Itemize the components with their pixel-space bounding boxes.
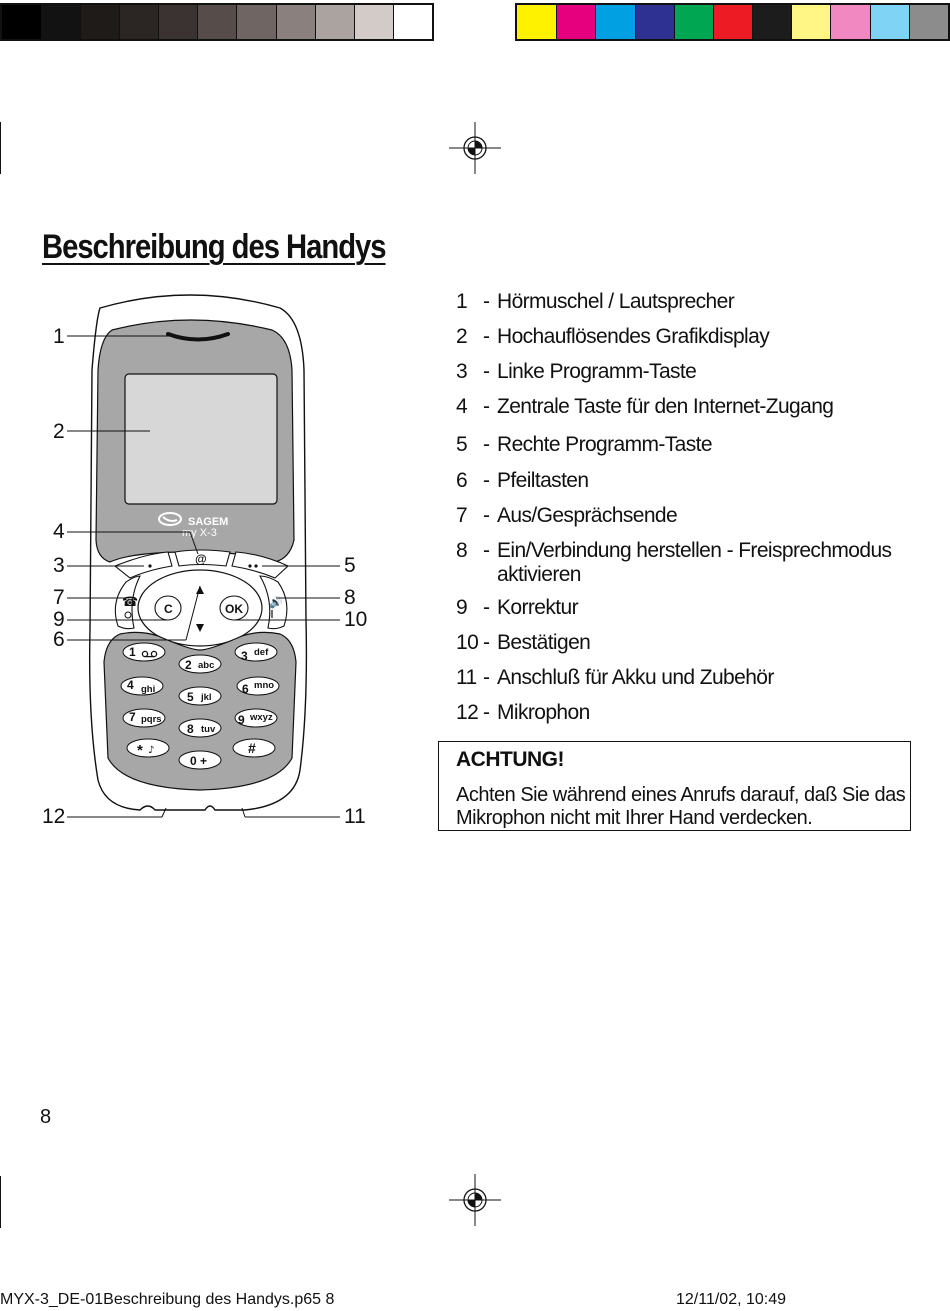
- page-number: 8: [40, 1106, 52, 1128]
- color-swatch: [276, 5, 315, 39]
- legend-item: [456, 504, 897, 528]
- legend-dash: -: [483, 596, 490, 619]
- warning-text: Achten Sie während eines Anrufs darauf, daß Sie das Mikrophon nicht mit Ihrer Hand verdecken.: [456, 784, 906, 829]
- legend-text: Hörmuschel / Lautsprecher: [497, 290, 735, 313]
- color-swatch: [393, 5, 432, 39]
- legend-text: Zentrale Taste für den Internet-Zugang: [497, 395, 834, 418]
- svg-text:2: 2: [185, 658, 192, 672]
- callout-3: 3: [53, 554, 65, 577]
- footer-timestamp: 12/11/02, 10:49: [676, 1291, 787, 1308]
- svg-text:8: 8: [187, 722, 194, 736]
- svg-text:*: *: [137, 742, 143, 759]
- svg-text:5: 5: [187, 690, 194, 704]
- color-swatch: [41, 5, 80, 39]
- svg-text:#: #: [248, 740, 256, 756]
- phone-illustration: [40, 290, 380, 830]
- legend-dash: -: [483, 290, 490, 313]
- svg-text:wxyz: wxyz: [250, 712, 273, 723]
- svg-text:4: 4: [127, 678, 134, 692]
- footer-file-info: MYX-3_DE-01Beschreibung des Handys.p65 8: [0, 1291, 335, 1308]
- crop-mark-left-bottom: [0, 1176, 1, 1228]
- legend-number: 12: [456, 701, 479, 724]
- legend-dash: -: [483, 701, 490, 724]
- gray-scale-bar: [0, 3, 434, 41]
- callout-11: 11: [344, 805, 366, 828]
- phone-display: [125, 374, 277, 504]
- color-swatch: [517, 5, 556, 39]
- svg-text:mno: mno: [254, 680, 275, 691]
- callout-2: 2: [53, 420, 65, 443]
- legend-number: 9: [456, 596, 468, 619]
- legend-text: Mikrophon: [497, 701, 590, 724]
- color-swatch: [354, 5, 393, 39]
- legend-dash: -: [483, 504, 490, 527]
- color-swatch: [909, 5, 948, 39]
- page-title: Beschreibung des Handys: [42, 228, 386, 266]
- legend-text: Aus/Gesprächsende: [497, 504, 678, 527]
- svg-text:3: 3: [241, 649, 248, 663]
- legend-text: Hochauflösendes Grafikdisplay: [497, 325, 770, 348]
- callout-9: 9: [53, 608, 65, 631]
- legend-text: Anschluß für Akku und Zubehör: [497, 666, 774, 689]
- color-scale-bar: [515, 3, 950, 41]
- svg-text:0 +: 0 +: [190, 754, 208, 768]
- legend-dash: -: [483, 469, 490, 492]
- legend-text: Ein/Verbindung herstellen - Freisprechmodus aktivieren: [497, 539, 892, 586]
- legend-item: [456, 290, 897, 314]
- color-swatch: [236, 5, 275, 39]
- legend-dash: -: [483, 433, 490, 456]
- legend-text: Pfeiltasten: [497, 469, 589, 492]
- svg-text:abc: abc: [198, 660, 215, 671]
- svg-text:9: 9: [238, 713, 245, 727]
- legend-item: [456, 360, 897, 384]
- svg-text:C: C: [164, 602, 173, 616]
- legend-number: 5: [456, 433, 468, 456]
- legend-item: [456, 596, 897, 620]
- callout-4: 4: [53, 520, 65, 543]
- legend-item: [456, 395, 897, 419]
- color-swatch: [158, 5, 197, 39]
- warning-title: ACHTUNG!: [456, 748, 564, 771]
- legend-number: 2: [456, 325, 468, 348]
- legend-number: 10: [456, 631, 479, 654]
- color-swatch: [315, 5, 354, 39]
- svg-text:OK: OK: [225, 602, 243, 616]
- silent-icon: ♪: [148, 745, 155, 756]
- legend-text: Korrektur: [497, 596, 578, 619]
- color-swatch: [595, 5, 634, 39]
- callout-12: 12: [42, 805, 66, 828]
- legend-number: 6: [456, 469, 468, 492]
- svg-text:pqrs: pqrs: [141, 714, 162, 725]
- legend-item: [456, 631, 897, 655]
- legend-number: 7: [456, 504, 468, 527]
- legend-number: 8: [456, 539, 468, 562]
- legend-item: [456, 701, 897, 725]
- registration-mark-icon: [449, 122, 501, 174]
- legend-dash: -: [483, 395, 490, 418]
- color-swatch: [752, 5, 791, 39]
- legend-item: [456, 325, 897, 349]
- legend-dash: -: [483, 666, 490, 689]
- color-swatch: [830, 5, 869, 39]
- legend-text: Rechte Programm-Taste: [497, 433, 712, 456]
- legend-dash: -: [483, 360, 490, 383]
- legend-dash: -: [483, 631, 490, 654]
- svg-text:def: def: [254, 647, 269, 658]
- crop-mark-left-top: [0, 122, 1, 174]
- color-swatch: [635, 5, 674, 39]
- svg-text:tuv: tuv: [201, 724, 216, 735]
- internet-key-icon: @: [195, 552, 207, 566]
- registration-mark-icon: [449, 1174, 501, 1226]
- callout-7: 7: [53, 586, 65, 609]
- legend-text: Bestätigen: [497, 631, 591, 654]
- color-swatch: [870, 5, 909, 39]
- legend-text: Linke Programm-Taste: [497, 360, 697, 383]
- svg-text:6: 6: [242, 682, 249, 696]
- color-swatch: [674, 5, 713, 39]
- callout-1: 1: [53, 325, 65, 348]
- brand-label: SAGEM: [188, 516, 229, 528]
- warning-box: [438, 741, 911, 831]
- handsfree-icon: 🔊: [269, 596, 283, 609]
- legend-item: [456, 433, 897, 457]
- legend-number: 11: [456, 666, 477, 689]
- color-swatch: [713, 5, 752, 39]
- svg-text:1: 1: [129, 645, 136, 659]
- key-5: [179, 687, 221, 705]
- color-swatch: [197, 5, 236, 39]
- callout-10: 10: [344, 608, 368, 631]
- callout-6: 6: [53, 628, 65, 651]
- color-swatch: [2, 5, 41, 39]
- color-swatch: [791, 5, 830, 39]
- legend-item: [456, 469, 897, 493]
- legend-number: 3: [456, 360, 468, 383]
- legend-dash: -: [483, 539, 490, 562]
- legend-number: 1: [456, 290, 468, 313]
- svg-text:7: 7: [129, 710, 136, 724]
- legend-item: [456, 666, 897, 690]
- legend-dash: -: [483, 325, 490, 348]
- color-swatch: [119, 5, 158, 39]
- end-call-icon: ☎: [122, 595, 139, 610]
- callout-8: 8: [344, 586, 356, 609]
- model-label: my X-3: [182, 527, 217, 539]
- svg-text:ghi: ghi: [141, 684, 156, 695]
- color-swatch: [556, 5, 595, 39]
- color-swatch: [80, 5, 119, 39]
- legend-number: 4: [456, 395, 468, 418]
- callout-5: 5: [344, 554, 356, 577]
- svg-text:jkl: jkl: [201, 692, 212, 703]
- legend-item: [456, 539, 897, 587]
